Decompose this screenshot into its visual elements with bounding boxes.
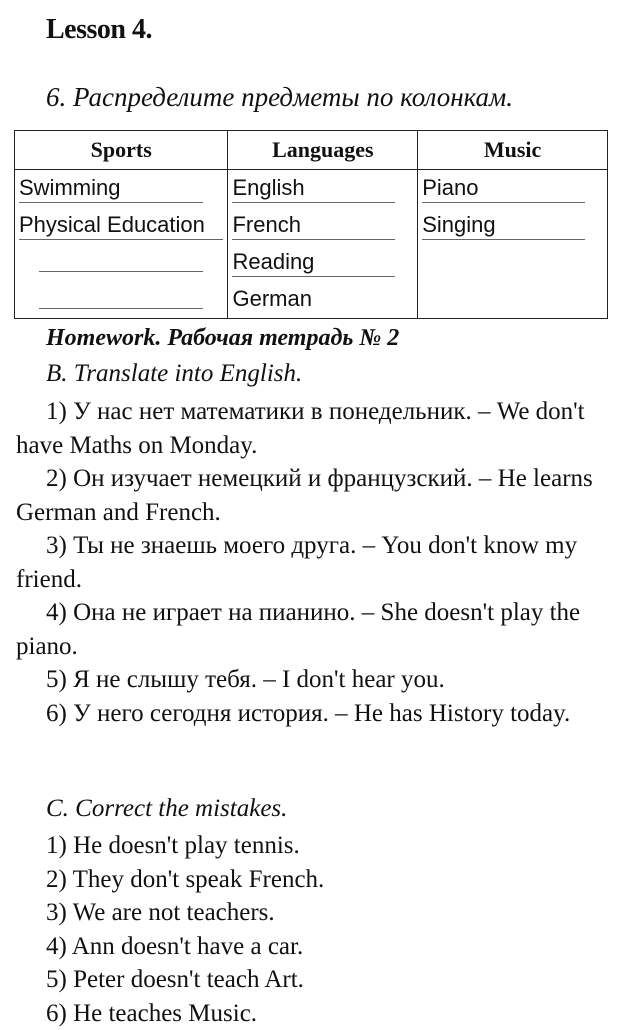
list-item: 5) Я не слышу тебя. – I don't hear you. [16, 663, 612, 697]
list-item: 6) У него сегодня история. – He has History today. [16, 697, 612, 731]
lesson-title: Lesson 4. [46, 14, 152, 46]
list-item: 5) Peter doesn't teach Art. [46, 963, 324, 997]
list-item: 1) He doesn't play tennis. [46, 829, 324, 863]
table-cell: Piano [418, 170, 608, 208]
table-cell [418, 244, 608, 281]
table-cell: English [228, 170, 418, 208]
table-row [15, 281, 608, 319]
list-item: 4) Она не играет на пианино. – She doesn't play the piano. [16, 596, 612, 663]
table-cell: German [228, 281, 418, 319]
table-cell: French [228, 207, 418, 244]
table-cell [418, 281, 608, 319]
section-c-heading: C. Correct the mistakes. [46, 795, 287, 823]
list-item: 2) Он изучает немецкий и французский. – He learns German and French. [16, 462, 612, 529]
column-header-music: Music [418, 131, 608, 170]
homework-title: Homework. Рабочая тетрадь № 2 [46, 325, 399, 352]
column-header-languages: Languages [228, 131, 418, 170]
table-header-row [15, 131, 608, 170]
table-row [15, 244, 608, 281]
table-cell: Physical Education [15, 207, 228, 244]
table-row [15, 207, 608, 244]
list-item: 4) Ann doesn't have a car. [46, 930, 324, 964]
list-item: 6) He teaches Music. [46, 997, 324, 1030]
table-cell [15, 281, 228, 319]
list-item: 3) Ты не знаешь моего друга. – You don't know my friend. [16, 529, 612, 596]
section-c-list [46, 829, 324, 1030]
table-cell [15, 244, 228, 281]
table-row [15, 170, 608, 208]
table-cell: Reading [228, 244, 418, 281]
subjects-table [14, 130, 608, 319]
list-item: 1) У нас нет математики в понедельник. – We don't have Maths on Monday. [16, 395, 612, 462]
table-cell: Swimming [15, 170, 228, 208]
table-cell: Singing [418, 207, 608, 244]
list-item: 3) We are not teachers. [46, 896, 324, 930]
section-b-list [16, 395, 612, 730]
task-6-instruction: 6. Распределите предметы по колонкам. [46, 82, 513, 113]
list-item: 2) They don't speak French. [46, 863, 324, 897]
section-b-heading: B. Translate into English. [46, 360, 302, 388]
column-header-sports: Sports [15, 131, 228, 170]
